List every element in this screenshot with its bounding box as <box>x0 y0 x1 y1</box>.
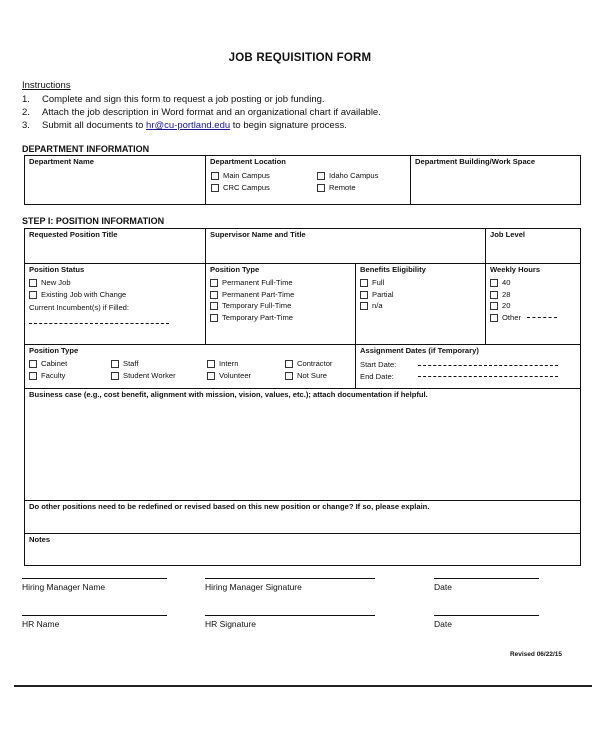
option-label: New Job <box>41 278 71 287</box>
supervisor-label: Supervisor Name and Title <box>210 230 306 239</box>
hours-option-20[interactable] <box>490 300 576 312</box>
department-info-heading: DEPARTMENT INFORMATION <box>22 144 150 154</box>
ptype-option-faculty[interactable] <box>29 370 111 382</box>
option-label: n/a <box>372 301 383 310</box>
department-building-cell[interactable] <box>411 156 581 205</box>
start-date-label: Start Date: <box>360 360 397 369</box>
ptype-option-volunteer[interactable] <box>207 370 285 382</box>
date-line-2[interactable] <box>434 615 539 616</box>
redefine-label: Do other positions need to be redefined or revised based on this new position or change? If so, please explain. <box>29 502 430 511</box>
type-option-perm-ft[interactable] <box>210 277 351 289</box>
option-label: 40 <box>502 278 511 287</box>
status-option-existing[interactable] <box>29 289 201 301</box>
incumbent-field <box>29 302 201 314</box>
checkbox[interactable] <box>360 279 368 287</box>
requested-title-label: Requested Position Title <box>29 230 118 239</box>
ptype-option-cabinet[interactable] <box>29 358 111 370</box>
checkbox[interactable] <box>207 372 215 380</box>
option-label: Permanent Part-Time <box>222 289 295 299</box>
type-option-temp-pt[interactable] <box>210 312 351 324</box>
department-info-table <box>24 155 581 205</box>
option-label: Staff <box>123 359 139 368</box>
checkbox[interactable] <box>207 360 215 368</box>
instruction-item-1 <box>22 94 325 105</box>
checkbox[interactable] <box>210 291 218 299</box>
hours-option-40[interactable] <box>490 277 576 289</box>
checkbox[interactable] <box>360 302 368 310</box>
hiring-manager-signature-line[interactable] <box>205 578 375 579</box>
hr-signature-line[interactable] <box>205 615 375 616</box>
instruction-text: Attach the job description in Word format and an organizational chart if available. <box>42 107 381 118</box>
hiring-manager-name-line[interactable] <box>22 578 167 579</box>
hr-name-label: HR Name <box>22 619 60 629</box>
option-label: Remote <box>329 182 356 192</box>
assignment-dates-label: Assignment Dates (if Temporary) <box>360 346 479 355</box>
status-option-new[interactable] <box>29 277 201 289</box>
instruction-number: 1. <box>22 94 30 105</box>
option-label: Partial <box>372 289 394 299</box>
option-label: Permanent Full-Time <box>222 278 293 287</box>
business-case-label: Business case (e.g., cost benefit, alignment with mission, vision, values, etc.); attach documentation if helpful. <box>29 390 428 399</box>
job-level-cell[interactable] <box>486 229 581 264</box>
type-option-perm-pt[interactable] <box>210 289 351 301</box>
notes-label: Notes <box>29 535 51 544</box>
instruction-number: 2. <box>22 107 30 118</box>
department-name-cell[interactable] <box>25 156 206 205</box>
supervisor-cell[interactable] <box>206 229 486 264</box>
option-label: Existing Job with Change <box>41 289 127 299</box>
start-date-field <box>360 359 576 371</box>
date-line-1[interactable] <box>434 578 539 579</box>
instruction-item-3 <box>22 120 347 131</box>
option-label: Not Sure <box>297 370 327 380</box>
position-type-label: Position Type <box>210 265 260 274</box>
checkbox[interactable] <box>490 279 498 287</box>
ptype-option-contractor[interactable] <box>285 358 332 370</box>
benefits-option-full[interactable] <box>360 277 481 289</box>
instruction-number: 3. <box>22 120 30 131</box>
department-location-label: Department Location <box>210 157 286 166</box>
weekly-hours-label: Weekly Hours <box>490 265 541 274</box>
checkbox[interactable] <box>490 314 498 322</box>
instructions-heading: Instructions <box>22 80 71 91</box>
position-type-2-cell <box>25 345 356 389</box>
ptype-option-student[interactable] <box>111 370 207 382</box>
checkbox[interactable] <box>211 172 219 180</box>
ptype-option-not-sure[interactable] <box>285 370 332 382</box>
incumbent-input-line[interactable] <box>29 323 169 324</box>
location-option-crc[interactable] <box>211 182 317 194</box>
checkbox[interactable] <box>210 314 218 322</box>
date-label-2: Date <box>434 619 452 629</box>
option-label: Temporary Part-Time <box>222 312 294 322</box>
type-option-temp-ft[interactable] <box>210 300 351 312</box>
checkbox[interactable] <box>210 302 218 310</box>
checkbox[interactable] <box>29 279 37 287</box>
checkbox[interactable] <box>211 184 219 192</box>
hiring-manager-signature-label: Hiring Manager Signature <box>205 582 302 592</box>
end-date-input-line[interactable] <box>418 376 558 377</box>
requested-title-cell[interactable] <box>25 229 206 264</box>
notes-cell[interactable] <box>25 534 581 566</box>
option-label: 28 <box>502 289 511 299</box>
instruction-text: Complete and sign this form to request a job posting or job funding. <box>42 94 325 105</box>
end-date-label: End Date: <box>360 371 394 381</box>
form-title: JOB REQUISITION FORM <box>228 52 372 64</box>
checkbox[interactable] <box>111 360 119 368</box>
checkbox[interactable] <box>285 372 293 380</box>
location-option-main[interactable] <box>211 170 317 182</box>
page-bottom-rule <box>14 685 592 687</box>
department-location-cell <box>206 156 411 205</box>
location-option-idaho[interactable] <box>317 170 378 182</box>
position-type-cell <box>206 264 356 345</box>
option-label: Full <box>372 278 385 287</box>
option-label: Temporary Full-Time <box>222 301 292 310</box>
hours-option-other[interactable] <box>490 312 576 324</box>
incumbent-label: Current Incumbent(s) if Filled: <box>29 303 130 312</box>
hiring-manager-name-label: Hiring Manager Name <box>22 582 106 592</box>
position-status-cell <box>25 264 206 345</box>
start-date-input-line[interactable] <box>418 365 558 366</box>
option-label: Faculty <box>41 370 66 380</box>
option-label: Volunteer <box>219 370 252 380</box>
department-name-label: Department Name <box>29 157 94 166</box>
hours-option-28[interactable] <box>490 289 576 301</box>
option-label: CRC Campus <box>223 182 270 192</box>
other-hours-input-line[interactable] <box>527 317 557 318</box>
position-type-2-label: Position Type <box>29 346 79 355</box>
hr-email-link[interactable]: hr@cu-portland.edu <box>146 120 231 131</box>
option-label: Student Worker <box>123 370 176 380</box>
position-info-table <box>24 228 581 566</box>
checkbox[interactable] <box>317 172 325 180</box>
instruction-text: Submit all documents to <box>42 120 147 131</box>
option-label: Intern <box>219 359 239 368</box>
benefits-cell <box>356 264 486 345</box>
job-level-label: Job Level <box>490 230 526 239</box>
department-building-label: Department Building/Work Space <box>415 157 536 166</box>
checkbox[interactable] <box>285 360 293 368</box>
checkbox[interactable] <box>210 279 218 287</box>
instruction-text: to begin signature process. <box>230 120 347 131</box>
checkbox[interactable] <box>29 291 37 299</box>
date-label-1: Date <box>434 582 452 592</box>
option-label: Cabinet <box>41 359 68 368</box>
checkbox[interactable] <box>360 291 368 299</box>
checkbox[interactable] <box>29 372 37 380</box>
end-date-field <box>360 371 576 383</box>
redefine-cell[interactable] <box>25 501 581 534</box>
option-label: Contractor <box>297 359 333 368</box>
option-label: Main Campus <box>223 171 270 180</box>
instruction-item-2 <box>22 107 381 118</box>
assignment-dates-cell <box>356 345 581 389</box>
hr-name-line[interactable] <box>22 615 167 616</box>
benefits-label: Benefits Eligibility <box>360 265 426 274</box>
checkbox[interactable] <box>29 360 37 368</box>
checkbox[interactable] <box>490 302 498 310</box>
revised-date: Revised 06/22/15 <box>509 651 562 658</box>
ptype-option-intern[interactable] <box>207 358 285 370</box>
location-option-remote[interactable] <box>317 182 378 194</box>
option-label: Idaho Campus <box>329 171 379 180</box>
business-case-cell[interactable] <box>25 389 581 501</box>
step1-heading: STEP I: POSITION INFORMATION <box>22 216 165 226</box>
checkbox[interactable] <box>111 372 119 380</box>
checkbox[interactable] <box>317 184 325 192</box>
hr-signature-label: HR Signature <box>205 619 257 629</box>
weekly-hours-cell <box>486 264 581 345</box>
position-status-label: Position Status <box>29 265 85 274</box>
option-label: Other <box>502 312 521 322</box>
benefits-option-na[interactable] <box>360 300 481 312</box>
ptype-option-staff[interactable] <box>111 358 207 370</box>
benefits-option-partial[interactable] <box>360 289 481 301</box>
checkbox[interactable] <box>490 291 498 299</box>
option-label: 20 <box>502 301 511 310</box>
